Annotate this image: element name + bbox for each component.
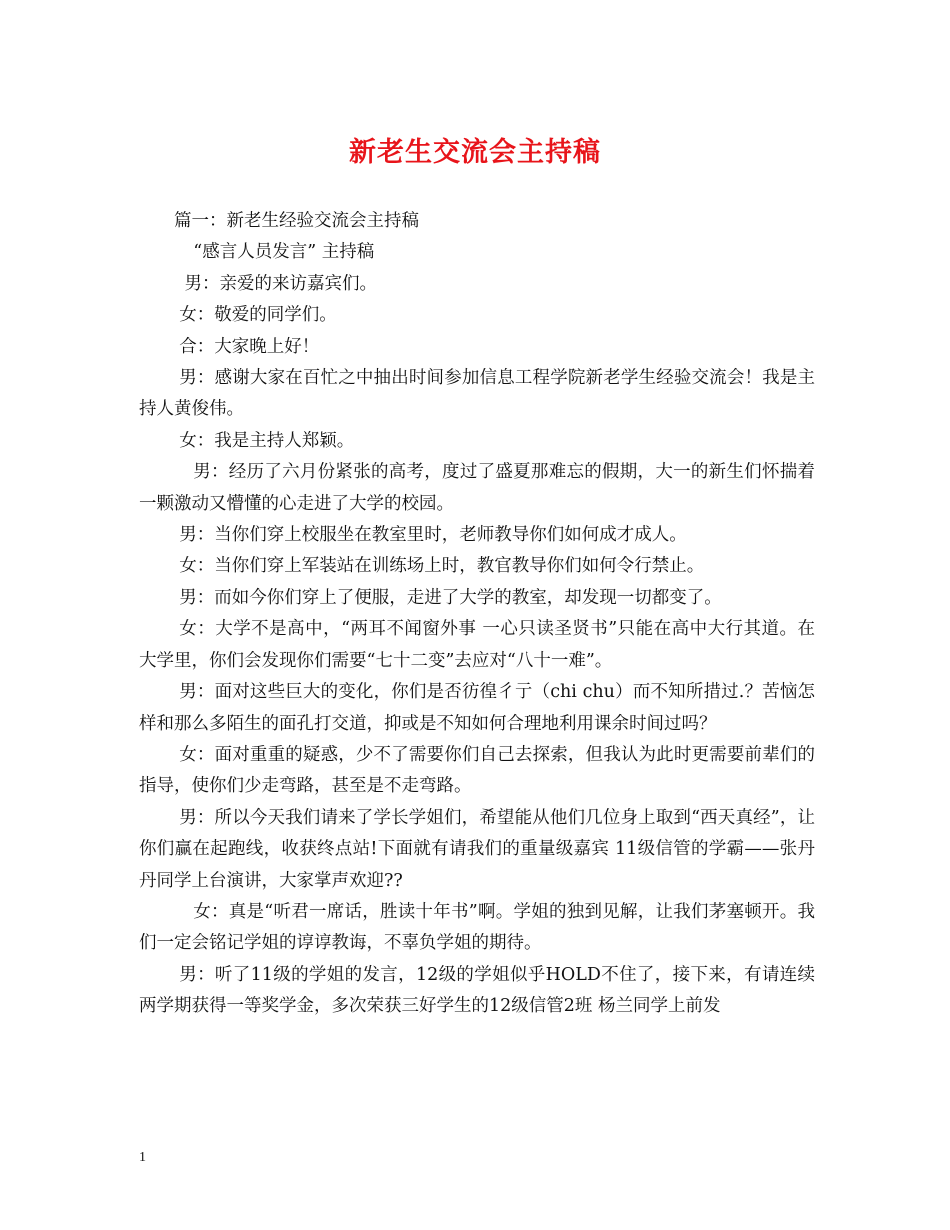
paragraph: 男：听了11级的学姐的发言，12级的学姐似乎HOLD不住了，接下来，有请连续两学期获得一等奖学金，多次荣获三好学生的12级信管2班 杨兰同学上前发 xyxy=(139,964,815,1017)
paragraph: 男：亲爱的来访嘉宾们。 xyxy=(184,273,377,294)
paragraph: 女：真是“听君一席话，胜读十年书”啊。学姐的独到见解，让我们茅塞顿开。我们一定会铭记学姐的谆谆教诲，不辜负学姐的期待。 xyxy=(139,901,815,954)
paragraph: 合：大家晚上好！ xyxy=(179,336,320,357)
document-body xyxy=(139,206,815,1023)
page-number: 1 xyxy=(139,1150,146,1165)
paragraph: 女：面对重重的疑惑，少不了需要你们自己去探索，但我认为此时更需要前辈们的指导，使你们少走弯路，甚至是不走弯路。 xyxy=(139,744,815,797)
paragraph: 男：所以今天我们请来了学长学姐们，希望能从他们几位身上取到“西天真经”，让你们赢在起跑线，收获终点站!下面就有请我们的重量级嘉宾 11级信管的学霸——张丹丹同学上台演讲，大家掌声欢迎?? xyxy=(139,807,815,891)
paragraph: 男：面对这些巨大的变化，你们是否彷徨彳亍（chi chu）而不知所措过.？苦恼怎样和那么多陌生的面孔打交道，抑或是不知如何合理地利用课余时间过吗？ xyxy=(139,682,815,734)
paragraph: 男：当你们穿上校服坐在教室里时，老师教导你们如何成才成人。 xyxy=(179,525,687,546)
paragraph: “感言人员发言” 主持稿 xyxy=(193,242,375,263)
document-title: 新老生交流会主持稿 xyxy=(349,137,601,168)
paragraph: 女：敬爱的同学们。 xyxy=(179,305,337,326)
paragraph: 女：我是主持人郑颖。 xyxy=(179,430,355,451)
paragraph: 男：感谢大家在百忙之中抽出时间参加信息工程学院新老学生经验交流会！我是主持人黄俊伟。 xyxy=(139,368,815,420)
paragraph: 篇一：新老生经验交流会主持稿 xyxy=(174,211,419,231)
paragraph: 男：而如今你们穿上了便服，走进了大学的教室，却发现一切都变了。 xyxy=(179,587,722,608)
paragraph: 女：大学不是高中，“两耳不闻窗外事 一心只读圣贤书”只能在高中大行其道。在大学里，你们会发现你们需要“七十二变”去应对“八十一难”。 xyxy=(139,619,815,671)
paragraph: 女：当你们穿上军装站在训练场上时，教官教导你们如何令行禁止。 xyxy=(179,556,705,577)
paragraph: 男：经历了六月份紧张的高考，度过了盛夏那难忘的假期，大一的新生们怀揣着一颗激动又懵懂的心走进了大学的校园。 xyxy=(139,462,815,514)
